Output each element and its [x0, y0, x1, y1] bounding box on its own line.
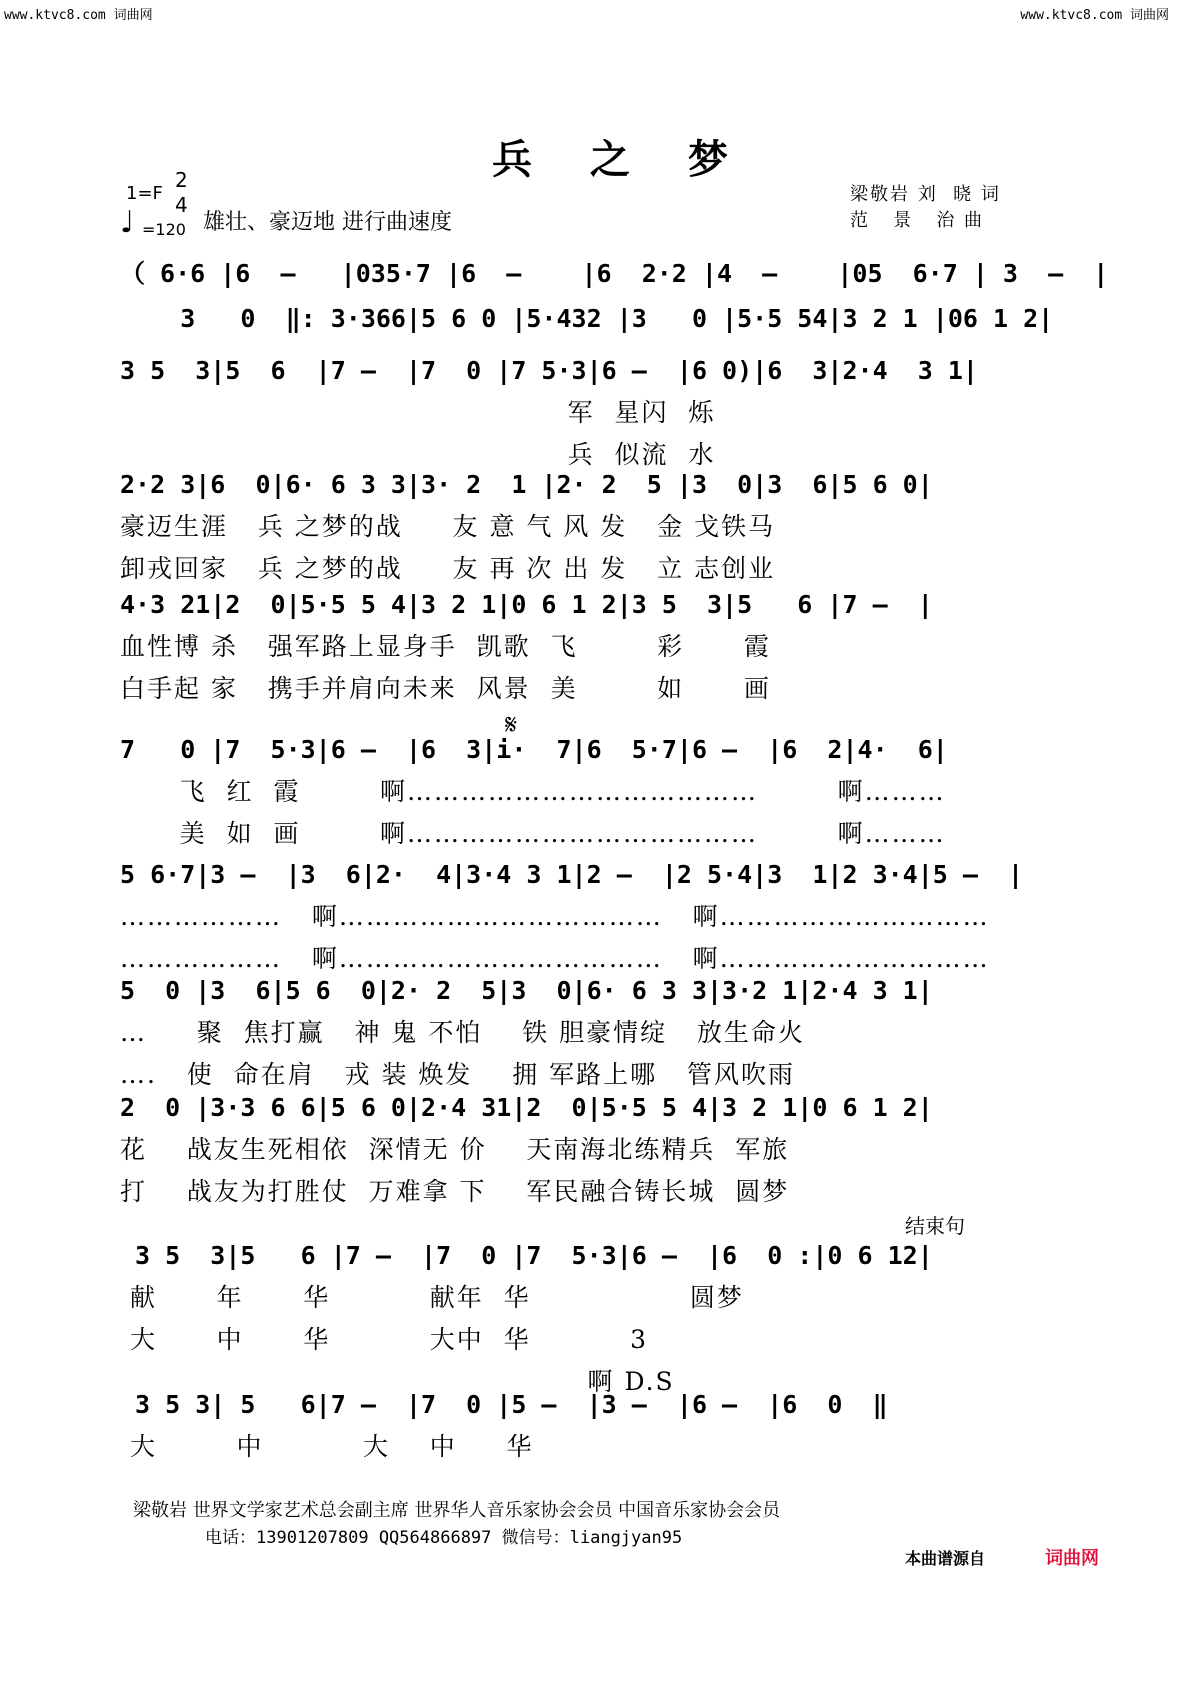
score-row-2 [120, 304, 1115, 333]
score-row-8 [120, 976, 1115, 1091]
notation-line: 4·3 21|2 0|5·5 5 4|3 2 1|0 6 1 2|3 5 3|5 6 |7 – | [120, 590, 933, 619]
brand-logo[interactable]: 词曲网 [1045, 1548, 1099, 1569]
score-row-3 [120, 356, 1115, 471]
lyric-line-verse-2: 大 中 华 大中 华 3 [120, 1325, 649, 1354]
tempo-mark: =120 [142, 220, 186, 239]
notation-line: 7 0 |7 5·3|6 – |6 3|i· 7|6 5·7|6 – |6 2|4· 6| [120, 735, 948, 764]
lyric-line-verse-1: 血性博 杀 强军路上显身手 凯歌 飞 彩 霞 [120, 632, 771, 661]
notation-line: （ 6·6 |6 – |035·7 |6 – |6 2·2 |4 – |05 6·7 | 3 – | [120, 259, 1109, 288]
notation-line: 3 5 3|5 6 |7 – |7 0 |7 5·3|6 – |6 0)|6 3|2·4 3 1| [120, 356, 978, 385]
score-row-1 [120, 254, 1115, 290]
ending-label: 结束句 [905, 1214, 965, 1238]
lyric-line-verse-2: 打 战友为打胜仗 万难拿 下 军民融合铸长城 圆梦 [120, 1177, 790, 1206]
quarter-note-icon: ♩ [120, 205, 135, 240]
notation-line: 2 0 |3·3 6 6|5 6 0|2·4 31|2 0|5·5 5 4|3 2 1|0 6 1 2| [120, 1093, 933, 1122]
lyric-line-verse-2: 兵 似流 水 [120, 440, 716, 469]
score-row-7 [120, 860, 1115, 975]
notation-line: 3 5 3| 5 6|7 – |7 0 |5 – |3 – |6 – |6 0 ‖ [120, 1390, 888, 1419]
lyric-line-ds: 啊 D.S [120, 1367, 675, 1396]
lyric-line-verse-1: 飞 红 霞 啊………………………………… 啊……… [120, 777, 946, 806]
key-signature: 1=F [126, 183, 163, 204]
site-header-right[interactable]: www.ktvc8.com 词曲网 [1020, 8, 1169, 23]
author-bio: 梁敬岩 世界文学家艺术总会副主席 世界华人音乐家协会会员 中国音乐家协会会员 [133, 1500, 781, 1521]
lyric-line-verse-1: 大 中 大 中 华 [120, 1432, 534, 1461]
lyric-line-verse-2: 白手起 家 携手并肩向未来 风景 美 如 画 [120, 674, 771, 703]
lyric-line-verse-2: 美 如 画 啊………………………………… 啊……… [120, 819, 946, 848]
source-label: 本曲谱源自 [905, 1549, 986, 1568]
notation-line: 3 5 3|5 6 |7 – |7 0 |7 5·3|6 – |6 0 :|0 6 12| [120, 1241, 933, 1270]
song-title: 兵 之 梦 [492, 136, 750, 183]
lyric-line-verse-1: … 聚 焦打赢 神 鬼 不怕 铁 胆豪情绽 放生命火 [120, 1018, 805, 1047]
lyric-line-verse-1: 花 战友生死相依 深情无 价 天南海北练精兵 军旅 [120, 1135, 790, 1164]
contact-info: 电话：13901207809 QQ564866897 微信号：liangjyan95 [205, 1528, 683, 1548]
score-row-5 [120, 590, 1115, 705]
lyric-line-verse-1: ……………… 啊……………………………… 啊………………………… [120, 902, 990, 931]
lyric-line-verse-1: 豪迈生涯 兵 之梦的战 友 意 气 风 发 金 戈铁马 [120, 512, 776, 541]
lyric-line-verse-1: 献 年 华 献年 华 圆梦 [120, 1283, 744, 1312]
lyric-line-verse-2: ……………… 啊……………………………… 啊………………………… [120, 944, 990, 973]
expression-mark: 雄壮、豪迈地 进行曲速度 [203, 210, 452, 235]
score-row-10 [120, 1241, 1115, 1398]
notation-line: 2·2 3|6 0|6· 6 3 3|3· 2 1 |2· 2 5 |3 0|3 6|5 6 0| [120, 470, 933, 499]
time-signature-bottom: 4 [175, 193, 188, 217]
lyricist-credit: 梁敬岩 刘 晓 词 [850, 184, 1001, 205]
lyric-line-verse-2: 卸戎回家 兵 之梦的战 友 再 次 出 发 立 志创业 [120, 554, 776, 583]
score-row-9 [120, 1093, 1115, 1208]
notation-line: 5 6·7|3 – |3 6|2· 4|3·4 3 1|2 – |2 5·4|3 1|2 3·4|5 – | [120, 860, 1024, 889]
time-signature-top: 2 [175, 168, 188, 192]
score-row-6 [120, 735, 1115, 850]
lyric-line-verse-2: …. 使 命在肩 戎 装 焕发 拥 军路上哪 管风吹雨 [120, 1060, 795, 1089]
notation-line: 5 0 |3 6|5 6 0|2· 2 5|3 0|6· 6 3 3|3·2 1|2·4 3 1| [120, 976, 933, 1005]
score-row-4 [120, 470, 1115, 585]
score-row-11 [120, 1390, 1115, 1463]
notation-line: 3 0 ‖: 3·366|5 6 0 |5·432 |3 0 |5·5 54|3 2 1 |06 1 2| [120, 304, 1054, 333]
segno-sign: 𝄋 [505, 708, 518, 741]
lyric-line-verse-1: 军 星闪 烁 [120, 398, 716, 427]
site-header-left[interactable]: www.ktvc8.com 词曲网 [4, 8, 153, 23]
composer-credit: 范 景 治 曲 [850, 210, 985, 231]
